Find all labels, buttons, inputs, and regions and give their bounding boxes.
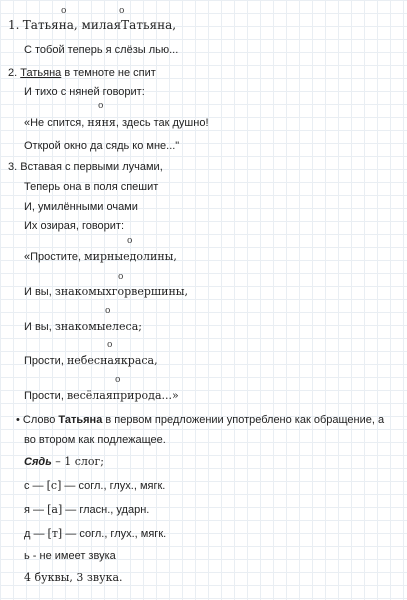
stanza-2-line-1	[8, 66, 156, 80]
syllable-count: – 1 слог;	[51, 455, 104, 468]
verse-word: знакомых	[54, 285, 112, 298]
note-text: Слово	[19, 414, 59, 426]
stanza-3-line-8	[24, 354, 158, 368]
list-number: 3.	[8, 161, 18, 173]
verse-text: Татьяна,	[22, 18, 82, 32]
analysis-heading	[24, 455, 104, 469]
stanza-2-line-2: И тихо с няней говорит:	[24, 86, 145, 98]
stress-mark: o	[115, 375, 121, 385]
verse-word: долины,	[129, 250, 177, 263]
verse-word: леса;	[112, 320, 142, 333]
verse-text: Вставая с первыми лучами,	[20, 161, 163, 173]
verse-text: , здесь так душно!	[115, 117, 209, 129]
stanza-2-line-3	[24, 116, 209, 130]
stanza-3-line-4: Их озирая, говорит:	[24, 220, 125, 232]
note-line-2: во втором как подлежащее.	[24, 434, 166, 446]
phonetic-row: я — [а] — гласн., ударн.	[24, 503, 150, 516]
verse-text: Прости,	[24, 355, 67, 367]
stanza-2-line-4: Открой окно да сядь ко мне..."	[24, 140, 180, 152]
stress-mark: o	[107, 340, 113, 350]
letter-sound-summary: 4 буквы, 3 звука.	[24, 571, 123, 584]
verse-word: няня	[87, 116, 116, 129]
phonetic-row: д — [т] — согл., глух., мягк.	[24, 527, 167, 540]
stanza-1-line-1	[8, 18, 176, 32]
stanza-3-line-7	[24, 320, 142, 334]
letter: д	[24, 528, 31, 540]
verse-text: «Простите,	[24, 251, 85, 263]
stress-mark: o	[118, 272, 124, 282]
verse-word: вершины,	[131, 285, 189, 298]
stanza-3-line-6	[24, 285, 188, 299]
note-line-1	[16, 413, 384, 427]
stanza-3-line-2: Теперь она в поля спешит	[24, 181, 159, 193]
stanza-1-line-2: С тобой теперь я слёзы лью...	[24, 44, 179, 56]
sound: [а]	[47, 503, 63, 516]
list-number: 1.	[8, 18, 20, 32]
sound-description: — гласн., ударн.	[62, 504, 150, 516]
subject-word: Татьяна	[20, 67, 62, 79]
verse-text: И вы,	[24, 321, 55, 333]
sound: [т]	[47, 527, 63, 540]
verse-text: в темноте не спит	[61, 67, 156, 79]
verse-word: Татьяна,	[121, 18, 177, 32]
note-word: Татьяна	[58, 414, 103, 426]
stanza-3-line-5	[24, 250, 177, 264]
stanza-3-line-9	[24, 389, 179, 403]
verse-word: милая	[81, 18, 122, 32]
stress-mark: o	[98, 101, 104, 111]
verse-word: знакомые	[54, 320, 113, 333]
verse-word: природа...»	[112, 389, 179, 402]
bullet: •	[16, 414, 20, 426]
verse-word: весёлая	[66, 389, 113, 402]
stress-mark: o	[105, 306, 111, 316]
verse-word: гор	[111, 285, 132, 298]
verse-word: краса,	[120, 354, 158, 367]
stanza-3-line-3: И, умилёнными очами	[24, 201, 138, 213]
verse-text: И вы,	[24, 286, 55, 298]
stress-mark: o	[119, 6, 125, 16]
stress-mark: o	[127, 236, 133, 246]
list-number: 2.	[8, 67, 18, 79]
verse-text: Прости,	[24, 390, 67, 402]
sound-description: — согл., глух., мягк.	[62, 528, 167, 540]
stress-mark: o	[61, 6, 67, 16]
note-text: в первом предложении употреблено как обращение, а	[102, 414, 385, 426]
analysis-word: Сядь	[24, 456, 52, 468]
sound: [с]	[46, 479, 62, 492]
soft-sign-note: ь - не имеет звука	[24, 550, 116, 562]
stanza-3-line-1	[8, 160, 163, 174]
verse-word: небесная	[66, 354, 121, 367]
letter: с	[24, 480, 30, 492]
verse-text: «Не спится,	[24, 117, 88, 129]
sound-description: — согл., глух., мягк.	[61, 480, 166, 492]
letter: я	[24, 504, 30, 516]
phonetic-row: с — [с] — согл., глух., мягк.	[24, 479, 166, 492]
verse-word: мирные	[84, 250, 130, 263]
